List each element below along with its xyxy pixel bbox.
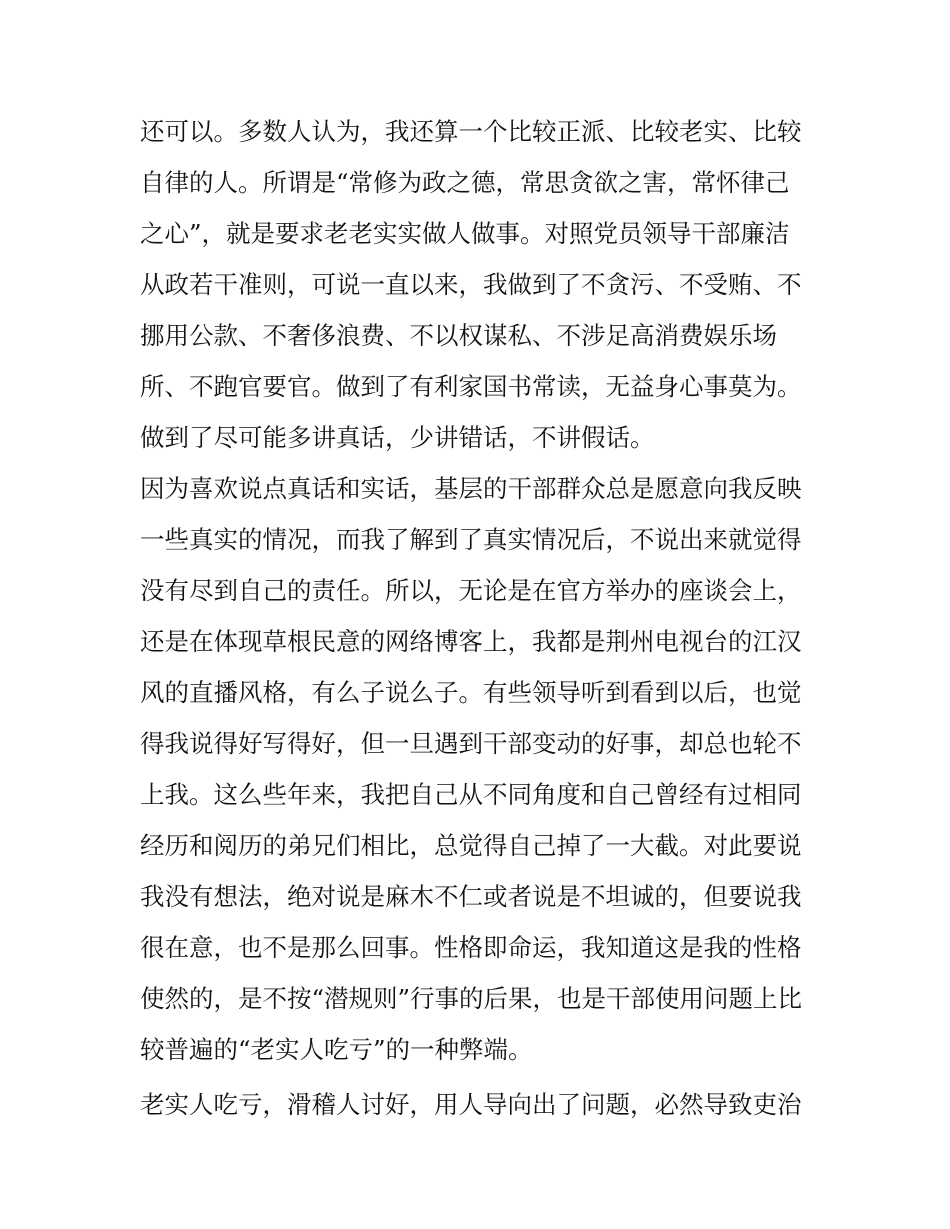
text-line: 做到了尽可能多讲真话，少讲错话，不讲假话。: [140, 423, 655, 452]
text-line: 风的直播风格，有么子说么子。有些领导听到看到以后，也觉: [140, 678, 802, 707]
text-line: 还是在体现草根民意的网络博客上，我都是荆州电视台的江汉: [140, 627, 802, 656]
text-line: 上我。这么些年来，我把自己从不同角度和自己曾经有过相同: [140, 780, 802, 809]
text-line: 因为喜欢说点真话和实话，基层的干部群众总是愿意向我反映: [140, 474, 802, 503]
text-line: 所、不跑官要官。做到了有利家国书常读，无益身心事莫为。: [140, 372, 802, 401]
text-line: 得我说得好写得好，但一旦遇到干部变动的好事，却总也轮不: [140, 729, 802, 758]
text-line: 老实人吃亏，滑稽人讨好，用人导向出了问题，必然导致吏治: [140, 1090, 802, 1119]
text-line: 很在意，也不是那么回事。性格即命运，我知道这是我的性格: [140, 933, 802, 962]
text-line: 我没有想法，绝对说是麻木不仁或者说是不坦诚的，但要说我: [140, 882, 802, 911]
text-line: 还可以。多数人认为，我还算一个比较正派、比较老实、比较: [140, 117, 802, 146]
text-line: 自律的人。所谓是“常修为政之德，常思贪欲之害，常怀律己: [140, 168, 790, 197]
text-line: 从政若干准则，可说一直以来，我做到了不贪污、不受贿、不: [140, 270, 802, 299]
text-line: 经历和阅历的弟兄们相比，总觉得自己掉了一大截。对此要说: [140, 831, 802, 860]
text-line: 之心”，就是要求老老实实做人做事。对照党员领导干部廉洁: [140, 219, 790, 248]
text-line: 挪用公款、不奢侈浪费、不以权谋私、不涉足高消费娱乐场: [140, 321, 777, 350]
body-text: [140, 106, 820, 1130]
text-line: 没有尽到自己的责任。所以，无论是在官方举办的座谈会上，: [140, 576, 802, 605]
text-line: 一些真实的情况，而我了解到了真实情况后，不说出来就觉得: [140, 525, 802, 554]
text-line: 使然的，是不按“潜规则”行事的后果，也是干部使用问题上比: [140, 984, 803, 1013]
text-line: 较普遍的“老实人吃亏”的一种弊端。: [140, 1035, 533, 1064]
